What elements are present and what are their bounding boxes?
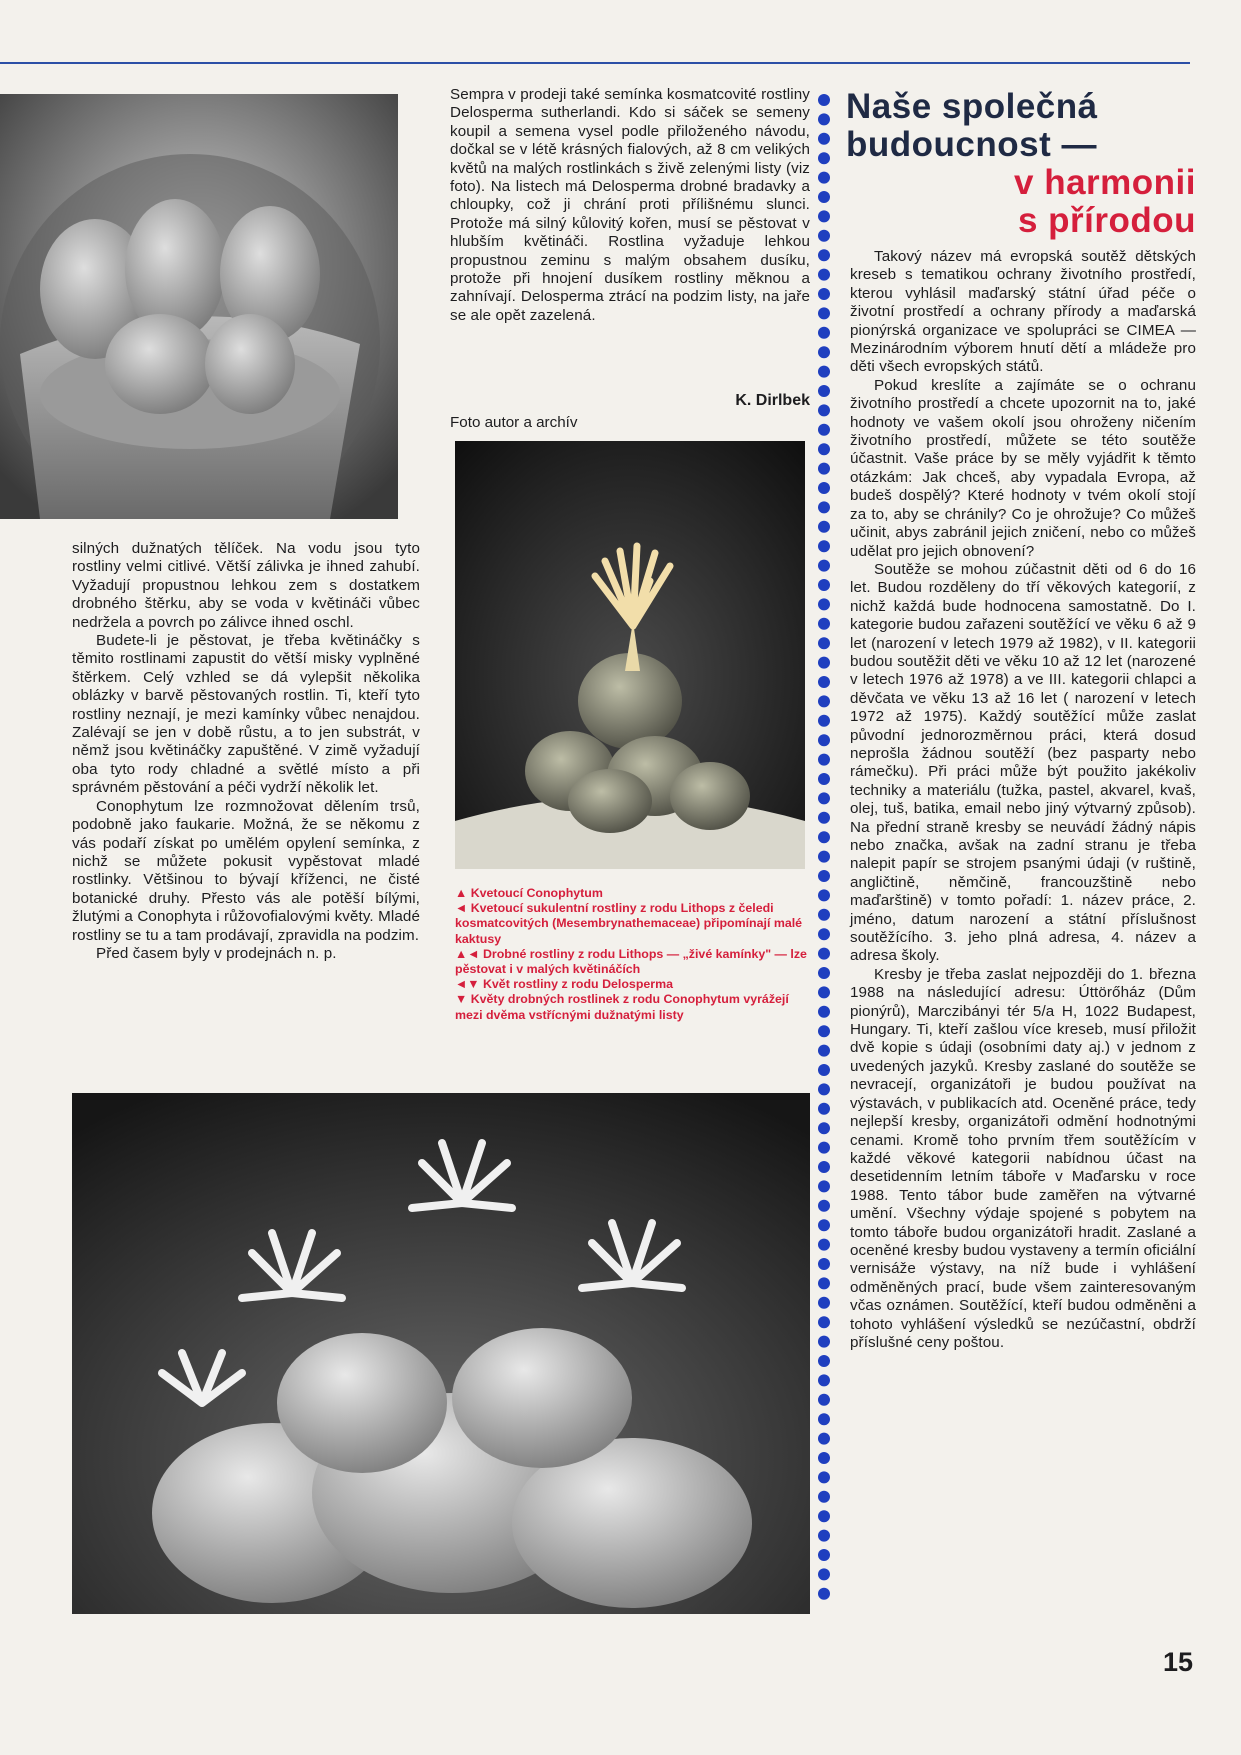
divider-dot — [818, 249, 830, 261]
divider-dot — [818, 986, 830, 998]
divider-dot — [818, 754, 830, 766]
article-column-left — [72, 540, 420, 963]
divider-dot — [818, 889, 830, 901]
paragraph: Pokud kreslíte a zajímáte se o ochranu životního prostředí a chcete upozornit na to, jaké hodnoty ve vašem okolí jsou ohroženy ničením životního prostředí, můžete se této soutěže účastnit. Vaše práce by se měly vyjádřit k těmto otázkám: Jak chceš, aby vypadala Evropa, až budeš dospělý? Které hodnoty v tvém okolí stojí za to, aby se chránily? Co je ohrožuje? Co můžeš učinit, abys zabránil jejich zničení, nebo co můžeš udělat pro jejich obnovení? — [850, 376, 1196, 560]
caption: ▲ Kvetoucí Conophytum — [455, 886, 603, 900]
author-signature: K. Dirlbek — [735, 392, 810, 409]
divider-dot — [818, 657, 830, 669]
headline — [846, 88, 1196, 240]
divider-dot — [818, 560, 830, 572]
paragraph: Před časem byly v prodejnách n. p. — [96, 944, 337, 962]
paragraph: Takový název má evropská soutěž dětských kreseb s tematikou ochrany životního prostředí, kterou vyhlásil maďarský státní úřad péče o životní prostředí a ochrany přírody a maďarská pionýrská organizace ve spolupráci se CIMEA — Mezinárodním výborem hnutí dětí a mládeže pro děti všech evropských států. — [850, 248, 1196, 376]
paragraph: Budete-li je pěstovat, je třeba květináčky s těmito rostlinami zapustit do větší misky vyplněné štěrkem. Celý vzhled se dá vylepšit několika oblázky v barvě pěstovaných rostlin. Ti, kteří tyto rostliny neznají, je mezi kamínky vůbec nenajdou. Zalévají se jen v době růstu, a to jen substrát, v němž jsou květináčky zapuštěné. V zimě vyžadují oba tyto rody chladné a světlé místo a při správném pěstování a péči vydrží několik let. — [72, 632, 420, 797]
divider-dot — [818, 909, 830, 921]
divider-dot — [818, 967, 830, 979]
divider-dot — [818, 501, 830, 513]
divider-dot — [818, 1510, 830, 1522]
paragraph: Sempra v prodeji také semínka kosmatcovité rostliny Delosperma sutherlandi. Kdo si sáček se semeny koupil a semena vysel podle přiloženého návodu, dočkal se v létě krásných fialových, až 8 cm velikých květů na malých rostlinkách s živě zelenými listy (viz foto). Na listech má Delosperma drobné bradavky a chloupky, což ji chrání proti přílišnému slunci. Protože má silný kůlovitý kořen, musí se pěstovat v hlubším květináči. Rostlina vyžaduje lehkou propustnou zeminu s malým obsahem dusíku, protože při hnojení dusíkem rostliny měknou a zahnívají. Delosperma ztrácí na podzim listy, na jaře se ale opět zazelená. — [450, 86, 810, 324]
divider-dot — [818, 1336, 830, 1348]
photo-conophytum — [72, 1093, 810, 1614]
divider-dot — [818, 366, 830, 378]
divider-dot — [818, 1142, 830, 1154]
divider-dot — [818, 133, 830, 145]
divider-dot — [818, 1549, 830, 1561]
photo-captions — [455, 886, 815, 1023]
dotted-column-divider — [814, 92, 834, 1612]
divider-dot — [818, 230, 830, 242]
divider-dot — [818, 1491, 830, 1503]
headline-line: Naše společná — [846, 87, 1098, 126]
caption: ◄▼ Květ rostliny z rodu Delosperma — [455, 977, 674, 992]
divider-dot — [818, 715, 830, 727]
divider-dot — [818, 1219, 830, 1231]
headline-line: s přírodou — [1017, 201, 1196, 240]
divider-dot — [818, 948, 830, 960]
paragraph: Kresby je třeba zaslat nejpozději do 1. března 1988 na následující adresu: Úttörőház (Dům pionýrů), Marczibányi tér 5/a H, 1022 Budapest, Hungary. Ti, kteří zašlou více kreseb, musí přiložit dvě kopie s údaji (osobními daty aj.) v jednom z uvedených jazyků. Kresby zaslané do soutěže se nevracejí, organizátoři je budou používat na výstavách, v publikacích atd. Oceněné práce, tedy nejlepší kresby, organizátoři odmění hodnotnými cenami. Kromě toho prvním třem soutěžícím v každé věkové kategorii nabídnou účast na desetidenním letním táboře v Maďarsku v roce 1988. Tento tábor bude zaměřen na výtvarné umění. Všechny výdaje spojené s pobytem na tomto táboře budou organizátoři hradit. Zaslané a oceněné kresby budou vystaveny a termín oficiální vernisáže výstavy, na níž bude i vyhlášení odměněných prací, bude všem zainteresovaným včas oznámen. Soutěžící, kteří budou odměněni a tohoto vyhlášení výsledků se nezúčastní, obdrží příslušné ceny poštou. — [850, 965, 1196, 1351]
divider-dot — [818, 1180, 830, 1192]
divider-dot — [818, 424, 830, 436]
headline-line: budoucnost — — [846, 125, 1097, 164]
divider-dot — [818, 676, 830, 688]
paragraph: silných dužnatých tělíček. Na vodu jsou tyto rostliny velmi citlivé. Větší zálivka je ihned zahubí. Vyžadují propustnou lehkou zem s dostatkem drobného štěrku, aby se voda v květináči vůbec nedržela a povrch po zálivce ihned oschl. — [72, 540, 420, 631]
divider-dot — [818, 1568, 830, 1580]
divider-dot — [818, 1530, 830, 1542]
divider-dot — [818, 1297, 830, 1309]
divider-dot — [818, 540, 830, 552]
divider-dot — [818, 1083, 830, 1095]
photo-credit: Foto autor a archív — [450, 414, 578, 431]
divider-dot — [818, 346, 830, 358]
divider-dot — [818, 172, 830, 184]
paragraph: Conophytum lze rozmnožovat dělením trsů, podobně jako faukarie. Možná, že se někomu z vás podaří získat po umělém opylení semínka, z nichž se můžete pokusit vypěstovat mladé rostlinky. Většinou to bývají kříženci, ne čisté botanické druhy. Přesto vás ale potěší bílými, žlutými a Conophyta i růžovofialovými květy. Mladé rostliny se tu a tam prodávají, zpravidla na podzim. — [72, 797, 420, 944]
paragraph: Soutěže se mohou zúčastnit děti od 6 do 16 let. Budou rozděleny do tří věkových kategorií, z nichž každá bude hodnocena samostatně. Do I. kategorie budou zařazeni soutěžící ve věku 6 až 9 let (narození v letech 1979 až 1982), v II. kategorii budou soutěžit děti ve věku 10 až 12 let (narozené v letech 1976 až 1978) a ve III. kategorii chlapci a děvčata ve věku 13 až 16 let ( narození v letech 1972 až 1975). Každý soutěžící může zaslat původní jednorozměrnou práci, která dosud neprošla žádnou soutěží (bez pasparty nebo rámečku). Při práci může být použito jakékoliv techniky a materiálu (tužka, pastel, akvarel, kvaš, olej, tuš, batika, email nebo jiný výtvarný způsob). Na přední straně kresby se neuvádí žádný nápis nebo značka, avšak na zadní stranu je třeba nalepit papír se strojem psanými údaji (v ruštině, angličtině, němčině, francouzštině nebo maďarštině) v tomto pořadí: 1. název práce, 2. jméno, datum narození a státní příslušnost soutěžícího. 3. jeho plná adresa, 4. název a adresa školy. — [850, 560, 1196, 965]
divider-dot — [818, 1433, 830, 1445]
divider-dot — [818, 1025, 830, 1037]
divider-dot — [818, 152, 830, 164]
divider-dot — [818, 1471, 830, 1483]
divider-dot — [818, 851, 830, 863]
divider-dot — [818, 1239, 830, 1251]
photo-delosperma — [455, 441, 805, 869]
divider-dot — [818, 327, 830, 339]
article-column-right — [850, 248, 1196, 1352]
page-number: 15 — [1162, 1647, 1193, 1677]
article-column-middle — [450, 86, 810, 325]
divider-dot — [818, 1316, 830, 1328]
divider-dot — [818, 94, 830, 106]
divider-dot — [818, 1394, 830, 1406]
divider-dot — [818, 792, 830, 804]
divider-dot — [818, 1064, 830, 1076]
divider-dot — [818, 695, 830, 707]
divider-dot — [818, 579, 830, 591]
caption: ◄ Kvetoucí sukulentní rostliny z rodu Lithops z čeledi kosmatcovitých (Mesembrynathemaceae) připomínají malé kaktusy — [455, 901, 803, 946]
divider-dot — [818, 1103, 830, 1115]
divider-dot — [818, 113, 830, 125]
divider-dot — [818, 1588, 830, 1600]
divider-dot — [818, 1452, 830, 1464]
divider-dot — [818, 1374, 830, 1386]
divider-dot — [818, 773, 830, 785]
divider-dot — [818, 734, 830, 746]
divider-dot — [818, 598, 830, 610]
divider-dot — [818, 482, 830, 494]
divider-dot — [818, 1122, 830, 1134]
divider-dot — [818, 404, 830, 416]
divider-dot — [818, 1045, 830, 1057]
divider-dot — [818, 1200, 830, 1212]
divider-dot — [818, 870, 830, 882]
divider-dot — [818, 269, 830, 281]
divider-dot — [818, 1413, 830, 1425]
divider-dot — [818, 637, 830, 649]
divider-dot — [818, 831, 830, 843]
top-rule — [0, 62, 1190, 64]
headline-line: v harmonii — [1014, 163, 1196, 202]
divider-dot — [818, 463, 830, 475]
divider-dot — [818, 1355, 830, 1367]
caption: ▼ Květy drobných rostlinek z rodu Conophytum vyrážejí mezi dvěma vstřícnými dužnatými listy — [455, 992, 789, 1022]
caption: ▲◄ Drobné rostliny z rodu Lithops — „živé kamínky" — lze pěstovat i v malých květináčích — [455, 946, 807, 977]
divider-dot — [818, 385, 830, 397]
divider-dot — [818, 443, 830, 455]
divider-dot — [818, 1258, 830, 1270]
divider-dot — [818, 812, 830, 824]
divider-dot — [818, 307, 830, 319]
divider-dot — [818, 618, 830, 630]
divider-dot — [818, 1277, 830, 1289]
photo-lithops-pot — [0, 94, 398, 519]
divider-dot — [818, 191, 830, 203]
divider-dot — [818, 1161, 830, 1173]
divider-dot — [818, 288, 830, 300]
divider-dot — [818, 1006, 830, 1018]
divider-dot — [818, 210, 830, 222]
divider-dot — [818, 928, 830, 940]
divider-dot — [818, 521, 830, 533]
